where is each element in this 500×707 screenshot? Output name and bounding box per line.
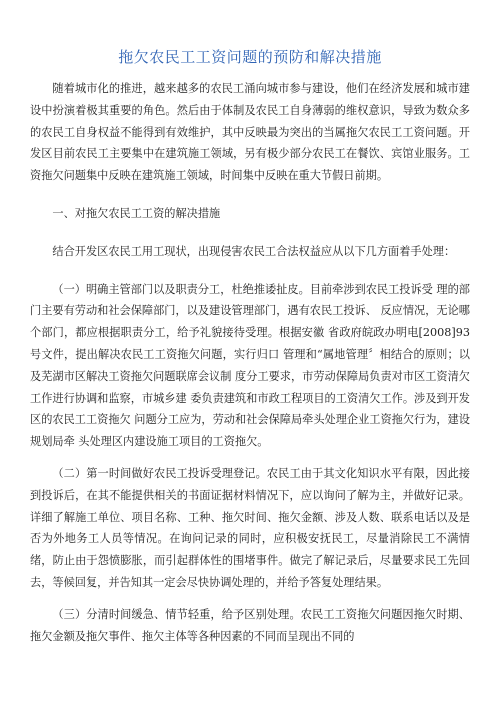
paragraph-intro: 随着城市化的推进，越来越多的农民工涌向城市参与建设，他们在经济发展和城市建设中扮演着极其重要的角色。然后由于体制及农民工自身薄弱的维权意识，导致为数众多的农民工自身权益不能得到有效维护，其中反映最为突出的当属拖欠农民工工资问题。开发区目前农民工主要集中在建筑施工领域，另有极少部分农民工在餐饮、宾馆业服务。工资拖欠问题集中反映在建筑施工领域，时间集中反映在重大节假日前期。 — [30, 82, 470, 183]
document-body — [30, 78, 470, 647]
paragraph-item-1: （一）明确主管部门以及职责分工，杜绝推诿扯皮。目前牵涉到农民工投诉受 理的部门主要有劳动和社会保障部门，以及建设管理部门，遇有农民工投诉、 反应情况，无论哪个部门，都应根据职责分工，给予礼貌接待受理。根据安徽 省政府皖政办明电[2008]93号文件，提出解决农民工工资拖欠问题，实行归口 管理和“属地管理〞相结合的原则；以及芜湖市区解决工资拖欠问题联席会议制 度分工要求，市劳动保障局负责对市区工资清欠工作进行协调和监察，市城乡建 委负责建筑和市政工程项目的工资清欠工作。涉及到开发区的农民工工资拖欠 问题分工应为，劳动和社会保障局牵头处理企业工资拖欠行为，建设规划局牵 头处理区内建设施工项目的工资拖欠。 — [30, 282, 470, 449]
section-heading-1: 一、对拖欠农民工工资的解决措施 — [52, 206, 221, 220]
paragraph-item-2: （二）第一时间做好农民工投诉受理登记。农民工由于其文化知识水平有限，因此接到投诉后，在其不能提供相关的书面证据材料情况下，应以询问了解为主，并做好记录。详细了解施工单位、项目名称、工种、拖欠时间、拖欠金额、涉及人数、联系电话以及是否为外地务工人员等情况。在询问记录的同时，应积极安抚民工，尽量消除民工不满情绪，防止由于怨愤膨胀，而引起群体性的围堵事件。做完了解记录后，尽量要求民工先回去，等候回复，并告知其一定会尽快协调处理的，并给予答复处理结果。 — [30, 466, 470, 589]
paragraph-context: 结合开发区农民工用工现状，出现侵害农民工合法权益应从以下几方面着手处理： — [52, 244, 456, 258]
document-title: 拖欠农民工工资问题的预防和解决措施 — [118, 48, 382, 66]
paragraph-item-3: （三）分清时间缓急、情节轻重，给予区别处理。农民工工资拖欠问题因拖欠时期、拖欠金额及拖欠事件、拖欠主体等各种因素的不同而呈现出不同的 — [30, 607, 470, 643]
